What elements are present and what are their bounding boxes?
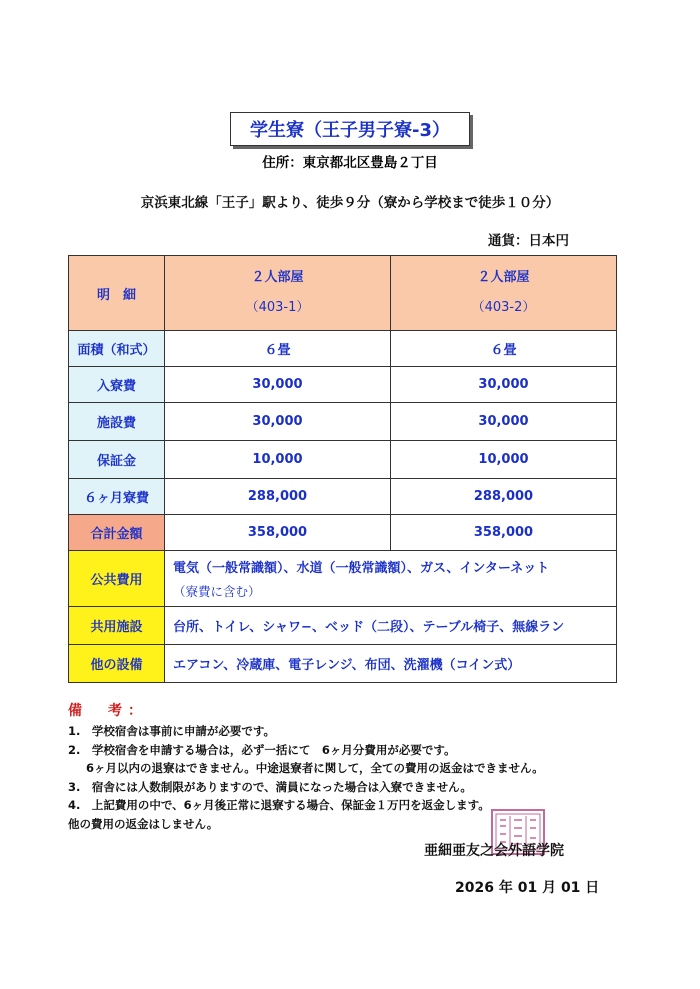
row-value-room-2: 10,000 xyxy=(391,441,617,479)
address: 住所：東京都北区豊島２丁目 xyxy=(262,155,438,171)
header-room-1-number: （403-1） xyxy=(245,300,310,315)
note-line: 2. 学校宿舎を申請する場合は，必ず一括にて 6ヶ月分費用が必要です。 xyxy=(68,742,456,757)
public-fees-row xyxy=(69,551,617,607)
row-label: ６ヶ月寮費 xyxy=(69,479,165,515)
public-fees-label: 公共費用 xyxy=(69,551,165,607)
note-line: 4. 上記費用の中で、6ヶ月後正常に退寮する場合、保証金１万円を返金します。 xyxy=(68,798,490,813)
total-value-room-1: 358,000 xyxy=(165,515,391,551)
notes-title: 備 考： xyxy=(68,703,148,719)
row-value-room-2: 30,000 xyxy=(391,403,617,441)
header-room-1 xyxy=(165,256,391,331)
row-value-room-1: 30,000 xyxy=(165,367,391,403)
notes-list xyxy=(68,722,648,834)
shared-facilities-text: 台所、トイレ、シャワ−、ベッド（二段）、テーブル椅子、無線ラン xyxy=(165,607,617,645)
header-label: 明 細 xyxy=(69,256,165,331)
other-equipment-label: 他の設備 xyxy=(69,645,165,683)
public-fees-text: 電気（一般常識額）、水道（一般常識額）、ガス、インターネット xyxy=(173,561,550,576)
row-label: 入寮費 xyxy=(69,367,165,403)
shared-facilities-label: 共用施設 xyxy=(69,607,165,645)
table-row xyxy=(69,367,617,403)
note-line: 3. 宿舎には人数制限がありますので、満員になった場合は入寮できません。 xyxy=(68,779,472,794)
public-fees-note: （寮費に含む） xyxy=(173,584,261,599)
other-equipment-row xyxy=(69,645,617,683)
table-row xyxy=(69,403,617,441)
shared-facilities-row xyxy=(69,607,617,645)
row-label: 保証金 xyxy=(69,441,165,479)
total-label: 合計金額 xyxy=(69,515,165,551)
public-fees-content xyxy=(165,551,617,607)
header-room-1-type: ２人部屋 xyxy=(251,270,304,286)
row-value-room-1: 288,000 xyxy=(165,479,391,515)
other-equipment-text: エアコン、冷蔵庫、電子レンジ、布団、洗濯機（コイン式） xyxy=(165,645,617,683)
note-line: 6ヶ月以内の退寮はできません。中途退寮者に関して，全ての費用の返金はできません。 xyxy=(86,761,544,776)
row-value-room-2: 288,000 xyxy=(391,479,617,515)
table-row xyxy=(69,479,617,515)
total-row xyxy=(69,515,617,551)
row-value-room-2: 30,000 xyxy=(391,367,617,403)
access-info: 京浜東北線「王子」駅より、徒歩９分（寮から学校まで徒歩１０分） xyxy=(140,195,560,211)
school-name: 亜細亜友之会外語学院 xyxy=(424,843,564,859)
header-room-2 xyxy=(391,256,617,331)
header-room-2-number: （403-2） xyxy=(471,300,536,315)
fee-table xyxy=(68,255,617,683)
row-label: 面積（和式） xyxy=(69,331,165,367)
note-line: 他の費用の返金はしません。 xyxy=(68,816,219,831)
table-row xyxy=(69,441,617,479)
row-value-room-1: 10,000 xyxy=(165,441,391,479)
total-value-room-2: 358,000 xyxy=(391,515,617,551)
row-value-room-1: ６畳 xyxy=(165,331,391,367)
issue-date: 2026 年 01 月 01 日 xyxy=(455,880,600,896)
header-room-2-type: ２人部屋 xyxy=(477,270,530,286)
currency-label: 通貨：日本円 xyxy=(488,233,569,249)
page-title: 学生寮（王子男子寮-3） xyxy=(230,112,470,146)
note-line: 1. 学校宿舎は事前に申請が必要です。 xyxy=(68,724,275,738)
table-row xyxy=(69,331,617,367)
table-header-row xyxy=(69,256,617,331)
row-label: 施設費 xyxy=(69,403,165,441)
row-value-room-2: ６畳 xyxy=(391,331,617,367)
row-value-room-1: 30,000 xyxy=(165,403,391,441)
